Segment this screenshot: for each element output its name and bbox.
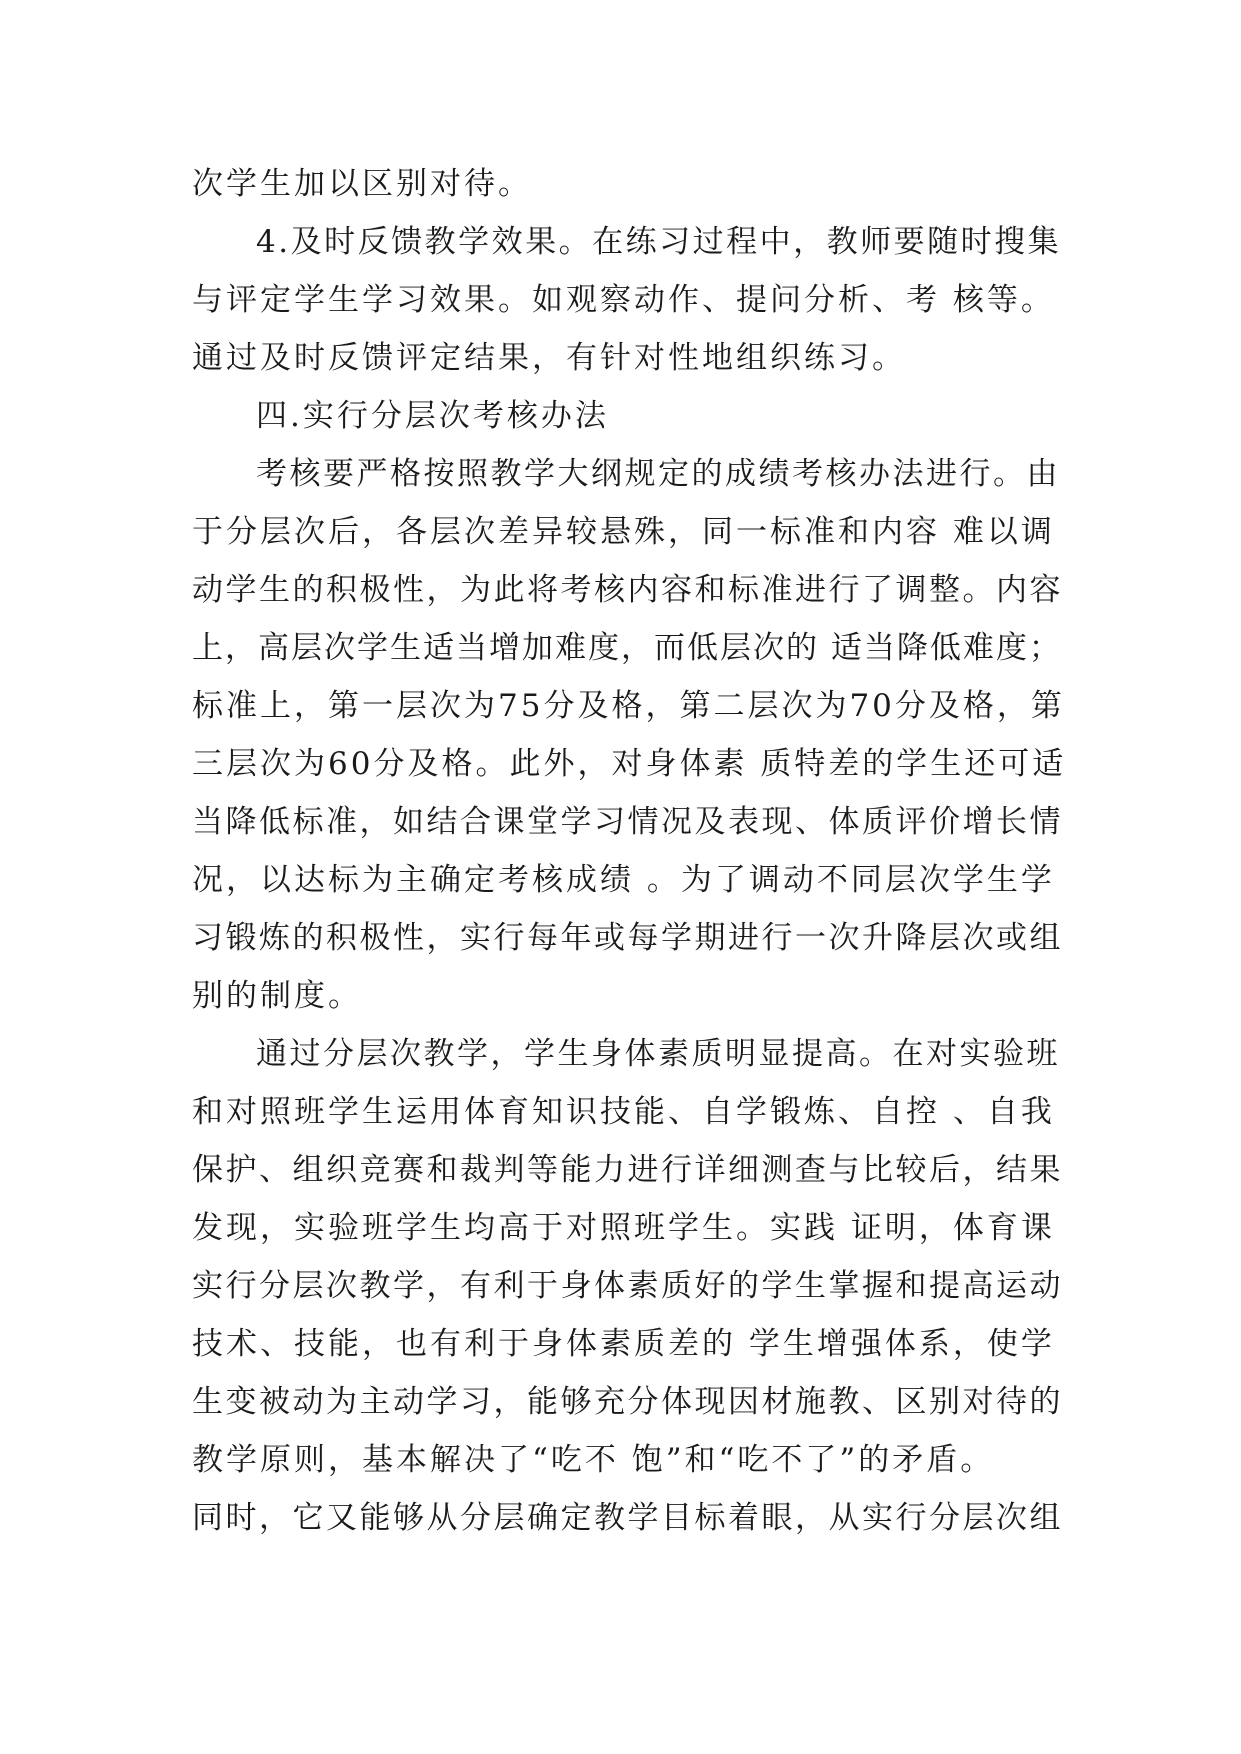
text-line: 动学生的积极性，为此将考核内容和标准进行了调整。内容 bbox=[192, 572, 1063, 608]
text-line: 三层次为60分及格。此外，对身体素 质特差的学生还可适 bbox=[192, 746, 1067, 782]
text-line: 和对照班学生运用体育知识技能、自学锻炼、自控 、自我 bbox=[192, 1094, 1055, 1130]
section-heading: 四.实行分层次考核办法 bbox=[256, 398, 609, 434]
text-line: 生变被动为主动学习，能够充分体现因材施教、区别对待的 bbox=[192, 1384, 1063, 1420]
text-line: 教学原则，基本解决了“吃不 饱”和“吃不了”的矛盾。 bbox=[192, 1442, 995, 1478]
text-line: 通过分层次教学，学生身体素质明显提高。在对实验班 bbox=[256, 1036, 1060, 1072]
text-line: 别的制度。 bbox=[192, 978, 362, 1014]
text-line: 次学生加以区别对待。 bbox=[192, 166, 532, 202]
text-line: 上，高层次学生适当增加难度，而低层次的 适当降低难度； bbox=[192, 630, 1062, 666]
text-line: 发现，实验班学生均高于对照班学生。实践 证明，体育课 bbox=[192, 1210, 1055, 1246]
text-line: 实行分层次教学，有利于身体素质好的学生掌握和提高运动 bbox=[192, 1268, 1063, 1304]
text-line: 4.及时反馈教学效果。在练习过程中，教师要随时搜集 bbox=[256, 224, 1062, 260]
text-line: 通过及时反馈评定结果，有针对性地组织练习。 bbox=[192, 340, 906, 376]
text-line: 保护、组织竞赛和裁判等能力进行详细测查与比较后，结果 bbox=[192, 1152, 1063, 1188]
text-line: 况，以达标为主确定考核成绩 。为了调动不同层次学生学 bbox=[192, 862, 1055, 898]
text-line: 习锻炼的积极性，实行每年或每学期进行一次升降层次或组 bbox=[192, 920, 1063, 956]
text-line: 于分层次后，各层次差异较悬殊，同一标准和内容 难以调 bbox=[192, 514, 1055, 550]
text-line: 同时，它又能够从分层确定教学目标着眼，从实行分层次组 bbox=[192, 1500, 1063, 1536]
text-line: 考核要严格按照教学大纲规定的成绩考核办法进行。由 bbox=[256, 456, 1060, 492]
text-line: 标准上，第一层次为75分及格，第二层次为70分及格，第 bbox=[192, 688, 1065, 724]
text-line: 技术、技能，也有利于身体素质差的 学生增强体系，使学 bbox=[192, 1326, 1055, 1362]
text-line: 当降低标准，如结合课堂学习情况及表现、体质评价增长情 bbox=[192, 804, 1063, 840]
text-line: 与评定学生学习效果。如观察动作、提问分析、考 核等。 bbox=[192, 282, 1055, 318]
